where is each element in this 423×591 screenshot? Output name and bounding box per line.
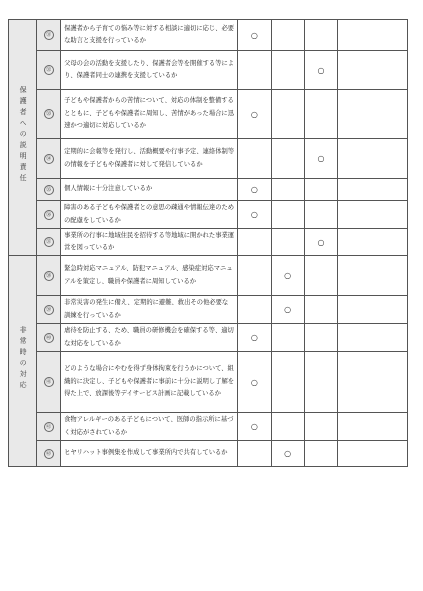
comment-cell [338, 324, 408, 352]
category-cell [9, 20, 37, 256]
answer-cell-1 [238, 229, 271, 256]
answer-cell-2 [271, 179, 304, 201]
answer-cell-3 [304, 201, 337, 229]
table-row [9, 90, 408, 139]
item-number-cell [37, 352, 61, 413]
item-description: 父母の会の活動を支援したり、保護者会等を開催する等により、保護者同士の連携を支援しているか [61, 51, 238, 90]
item-number-cell [37, 229, 61, 256]
answer-cell-3: ○ [304, 51, 337, 90]
item-number-cell [37, 324, 61, 352]
answer-cell-3 [304, 256, 337, 296]
item-number: ㉝ [44, 109, 54, 119]
item-description: 事業所の行事に地域住民を招待する等地域に開かれた事業運営を図っているか [61, 229, 238, 256]
item-description: 非常災害の発生に備え、定期的に避難、救出その他必要な訓練を行っているか [61, 296, 238, 324]
answer-cell-1 [238, 256, 271, 296]
answer-cell-3 [304, 413, 337, 441]
item-number: ㉜ [44, 65, 54, 75]
table-row [9, 20, 408, 51]
item-number: ㉞ [44, 154, 54, 164]
item-description: 定期的に会報等を発行し、活動概要や行事予定、連絡体制等の情報を子どもや保護者に対して発信しているか [61, 139, 238, 179]
item-number-cell [37, 51, 61, 90]
answer-cell-2 [271, 413, 304, 441]
item-number: ㉟ [44, 185, 54, 195]
answer-cell-1: ○ [238, 324, 271, 352]
evaluation-table-body [9, 20, 408, 467]
comment-cell [338, 139, 408, 179]
answer-cell-2 [271, 20, 304, 51]
item-number-cell [37, 201, 61, 229]
item-number: ㉛ [44, 30, 54, 40]
answer-cell-1: ○ [238, 179, 271, 201]
comment-cell [338, 179, 408, 201]
answer-cell-1 [238, 51, 271, 90]
item-number: ㊸ [44, 449, 54, 459]
evaluation-table [8, 19, 408, 467]
item-description: 虐待を防止する、ため、職員の研修機会を確保する等、適切な対応をしているか [61, 324, 238, 352]
table-row [9, 229, 408, 256]
answer-cell-2 [271, 352, 304, 413]
answer-cell-2 [271, 324, 304, 352]
comment-cell [338, 352, 408, 413]
answer-cell-1: ○ [238, 352, 271, 413]
answer-cell-1: ○ [238, 90, 271, 139]
comment-cell [338, 296, 408, 324]
answer-cell-2: ○ [271, 441, 304, 467]
answer-cell-2 [271, 90, 304, 139]
item-number-cell [37, 256, 61, 296]
item-number-cell [37, 413, 61, 441]
answer-cell-3 [304, 352, 337, 413]
answer-cell-2: ○ [271, 256, 304, 296]
item-number: ㊴ [44, 305, 54, 315]
category-cell [9, 256, 37, 467]
table-row [9, 352, 408, 413]
answer-cell-2: ○ [271, 296, 304, 324]
answer-cell-2 [271, 201, 304, 229]
item-description: 個人情報に十分注意しているか [61, 179, 238, 201]
comment-cell [338, 441, 408, 467]
answer-cell-3: ○ [304, 139, 337, 179]
item-number: ㊷ [44, 422, 54, 432]
item-number: ㊶ [44, 377, 54, 387]
comment-cell [338, 201, 408, 229]
answer-cell-3 [304, 20, 337, 51]
item-number: ㊵ [44, 333, 54, 343]
item-number-cell [37, 441, 61, 467]
table-row [9, 201, 408, 229]
answer-cell-1: ○ [238, 20, 271, 51]
table-row [9, 179, 408, 201]
answer-cell-2 [271, 51, 304, 90]
item-description: 障害のある子どもや保護者との意思の疎通や情報伝達のための配慮をしているか [61, 201, 238, 229]
answer-cell-3 [304, 179, 337, 201]
item-number-cell [37, 20, 61, 51]
comment-cell [338, 51, 408, 90]
item-number: ㊳ [44, 271, 54, 281]
answer-cell-2 [271, 229, 304, 256]
table-row [9, 51, 408, 90]
item-number-cell [37, 90, 61, 139]
table-row [9, 324, 408, 352]
item-description: ヒヤリハット事例集を作成して事業所内で共有しているか [61, 441, 238, 467]
comment-cell [338, 413, 408, 441]
answer-cell-1 [238, 139, 271, 179]
answer-cell-3 [304, 296, 337, 324]
item-description: 緊急時対応マニュアル、防犯マニュアル、感染症対応マニュアルを策定し、職員や保護者に周知しているか [61, 256, 238, 296]
item-description: どのような場合にやむを得ず身体拘束を行うかについて、組織的に決定し、子どもや保護者に事前に十分に説明し了解を得た上で、放課後等デイサービス計画に記載しているか [61, 352, 238, 413]
answer-cell-3: ○ [304, 229, 337, 256]
comment-cell [338, 256, 408, 296]
item-number: ㊲ [44, 237, 54, 247]
table-row [9, 413, 408, 441]
item-number-cell [37, 179, 61, 201]
category-label: 非常時の対応 [19, 326, 28, 392]
item-description: 保護者から子育ての悩み等に対する相談に適切に応じ、必要な助言と支援を行っているか [61, 20, 238, 51]
table-row [9, 296, 408, 324]
answer-cell-1 [238, 296, 271, 324]
table-row [9, 441, 408, 467]
item-description: 食物アレルギーのある子どもについて、医師の指示所に基づく対応がされているか [61, 413, 238, 441]
answer-cell-3 [304, 441, 337, 467]
answer-cell-3 [304, 324, 337, 352]
table-row [9, 139, 408, 179]
comment-cell [338, 20, 408, 51]
category-label: 保護者への説明責任 [19, 86, 28, 185]
answer-cell-2 [271, 139, 304, 179]
comment-cell [338, 90, 408, 139]
answer-cell-1 [238, 441, 271, 467]
item-description: 子どもや保護者からの苦情について、対応の体制を整備するとともに、子どもや保護者に周知し、苦情があった場合に迅速かつ適切に対応しているか [61, 90, 238, 139]
answer-cell-1: ○ [238, 201, 271, 229]
item-number-cell [37, 139, 61, 179]
item-number: ㊱ [44, 210, 54, 220]
table-row [9, 256, 408, 296]
item-number-cell [37, 296, 61, 324]
answer-cell-1: ○ [238, 413, 271, 441]
comment-cell [338, 229, 408, 256]
answer-cell-3 [304, 90, 337, 139]
